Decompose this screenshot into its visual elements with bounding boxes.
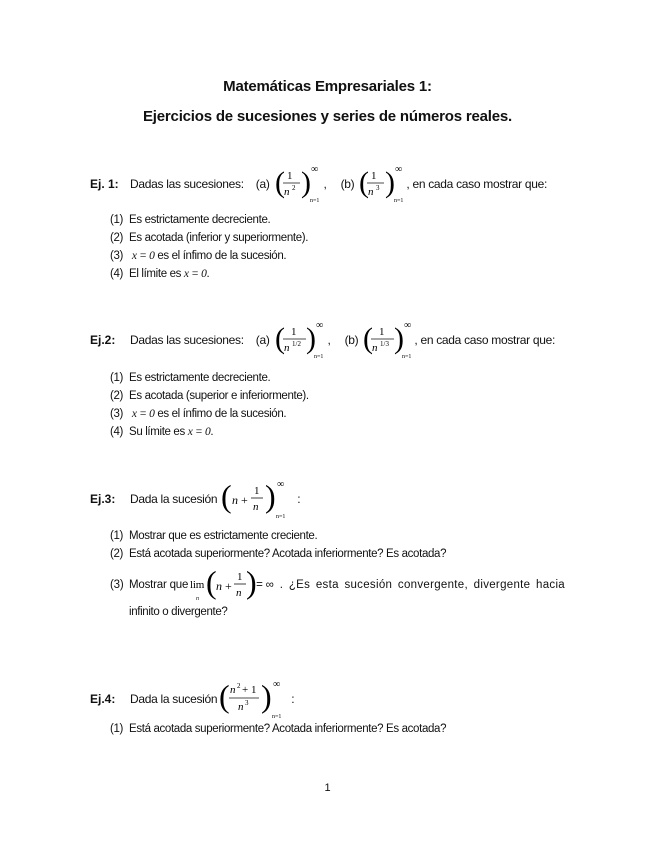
exercise-2-b-label: (b) [344,333,359,347]
denominator-n: n [238,701,244,713]
exercise-1-comma: , [323,177,327,191]
ex3-item-3 [110,562,565,608]
item-number: (2) [110,390,124,402]
item-number: (3) [110,250,124,262]
item-text: Mostrar que [129,579,189,591]
item-number: (3) [110,408,124,420]
exponent-2: 2 [237,682,241,690]
exercise-2-a-label: (a) [255,333,270,347]
term-n: n [232,493,239,507]
upper-infinity: ∞ [404,320,412,331]
upper-infinity: ∞ [315,320,323,331]
item-end: . [210,426,214,438]
denominator-n: n [283,342,290,354]
denominator-n: n [283,186,290,198]
limit-equals-infinity: = ∞ [256,579,274,591]
exercise-3-label: Ej.3: [90,492,116,506]
exercise-1-b-label: (b) [340,177,355,191]
item-number: (4) [110,268,124,280]
item-text: Es acotada (superior e inferiormente). [129,390,309,402]
svg-text:): ) [305,322,316,355]
exercise-4-intro: Dada la sucesión [130,692,218,706]
numerator-one: 1 [290,326,297,338]
item-number: (1) [110,530,124,542]
exponent-third: 1/3 [380,340,390,348]
ex4-item-1 [110,723,446,735]
numerator-one: 1 [251,684,257,696]
item-math: x = 0 [131,408,155,420]
item-end: . [206,268,210,280]
page-number: 1 [324,782,331,794]
plus-sign: + [241,493,249,507]
ex1-item-1 [110,214,270,226]
plus-sign: + [242,684,249,696]
exercise-1-statement [90,162,547,206]
exponent-half: 1/2 [291,340,301,348]
item-text: es el ínfimo de la sucesión. [154,250,287,262]
ex3-item-2 [110,548,446,560]
upper-infinity: ∞ [273,679,281,690]
svg-text:): ) [265,478,276,514]
item-text: Mostrar que es estrictamente creciente. [129,530,318,542]
item-text: Es estrictamente decreciente. [129,214,271,226]
denominator-n: n [253,501,259,513]
item-math: x = 0 [183,268,207,280]
svg-text:(: ( [219,678,230,714]
title-line-2: Ejercicios de sucesiones y series de números reales. [143,108,512,125]
sequence-1-over-n-half [270,318,326,362]
exercise-1-label: Ej. 1: [90,177,119,191]
ex1-item-4 [110,268,209,280]
item-number: (1) [110,214,124,226]
sequence-n2-plus-1-over-n3 [217,676,287,722]
item-text: Su límite es [129,426,188,438]
lim-subscript: n [196,596,199,602]
exercise-4-colon: : [291,692,295,706]
svg-text:(: ( [359,166,370,199]
numerator-one: 1 [254,485,260,497]
svg-text:): ) [261,678,272,714]
item-text: es el ínfimo de la sucesión. [154,408,287,420]
exercise-3-statement [90,476,300,522]
lower-index: n=1 [394,198,404,204]
item-math: x = 0 [187,426,211,438]
ex1-item-3 [110,250,286,262]
ex2-item-3 [110,408,286,420]
item-number: (3) [110,579,124,591]
numerator-n: n [230,684,236,696]
exercise-4-statement [90,676,294,722]
exercise-2-comma: , [327,333,331,347]
ex3-item-1 [110,530,317,542]
exponent-2: 2 [291,184,296,192]
exercise-2-tail: , en cada caso mostrar que: [414,333,556,347]
exercise-1-tail: , en cada caso mostrar que: [406,177,548,191]
item-number: (4) [110,426,124,438]
plus-sign: + [225,579,232,593]
upper-infinity: ∞ [310,164,318,175]
numerator-one: 1 [379,326,385,338]
exercise-2-statement [90,318,555,362]
svg-text:): ) [385,166,396,199]
lower-index: n=1 [313,354,323,360]
item-text: Es estrictamente decreciente. [129,372,271,384]
ex3-item-3-line-2: infinito o divergente? [129,606,228,618]
lower-index: n=1 [402,354,412,360]
lower-index: n=1 [272,714,282,720]
item-text: Es acotada (inferior y superiormente). [129,232,309,244]
denominator-n: n [368,186,374,198]
ex1-item-2 [110,232,308,244]
item-math: x = 0 [131,250,155,262]
exercise-1-intro: Dadas las sucesiones: [130,177,244,191]
exercise-4-label: Ej.4: [90,692,116,706]
numerator-one: 1 [286,170,293,182]
title-line-1: Matemáticas Empresariales 1: [223,78,432,95]
exercise-2-label: Ej.2: [90,333,116,347]
ex2-item-4 [110,426,213,438]
svg-text:(: ( [206,564,217,600]
sequence-1-over-n-third [358,318,414,362]
term-n: n [216,579,222,593]
exercise-3-intro: Dada la sucesión [130,492,218,506]
lim-symbol: lim [190,579,205,591]
denominator-n: n [236,587,242,599]
exercise-1-a-label: (a) [255,177,270,191]
svg-text:): ) [300,166,311,199]
item-text: Está acotada superiormente? Acotada inferiormente? Es acotada? [129,548,447,560]
upper-infinity: ∞ [395,164,403,175]
exponent-3: 3 [376,184,380,192]
svg-text:(: ( [363,322,374,355]
svg-text:): ) [394,322,405,355]
item-text: Está acotada superiormente? Acotada inferiormente? Es acotada? [129,723,447,735]
svg-text:(: ( [274,322,285,355]
item-number: (2) [110,548,124,560]
sequence-1-over-n-squared [270,162,322,206]
numerator-one: 1 [371,170,377,182]
sequence-n-plus-1-over-n [217,476,293,522]
item-number: (1) [110,372,124,384]
item-text-continued: . ¿Es esta sucesión convergente, divergente hacia [279,579,565,591]
denominator-n: n [372,342,378,354]
svg-text:(: ( [221,478,232,514]
exponent-3: 3 [245,699,249,707]
ex2-item-2 [110,390,309,402]
item-number: (2) [110,232,124,244]
lower-index: n=1 [309,198,319,204]
lower-index: n=1 [276,514,286,520]
sequence-1-over-n-cubed [354,162,406,206]
svg-text:(: ( [274,166,285,199]
ex2-item-1 [110,372,270,384]
numerator-one: 1 [237,571,243,583]
limit-expression [188,562,256,608]
upper-infinity: ∞ [277,479,285,490]
svg-text:): ) [246,564,257,600]
exercise-3-colon: : [297,492,301,506]
item-text: El límite es [129,268,184,280]
item-number: (1) [110,723,124,735]
exercise-2-intro: Dadas las sucesiones: [130,333,244,347]
